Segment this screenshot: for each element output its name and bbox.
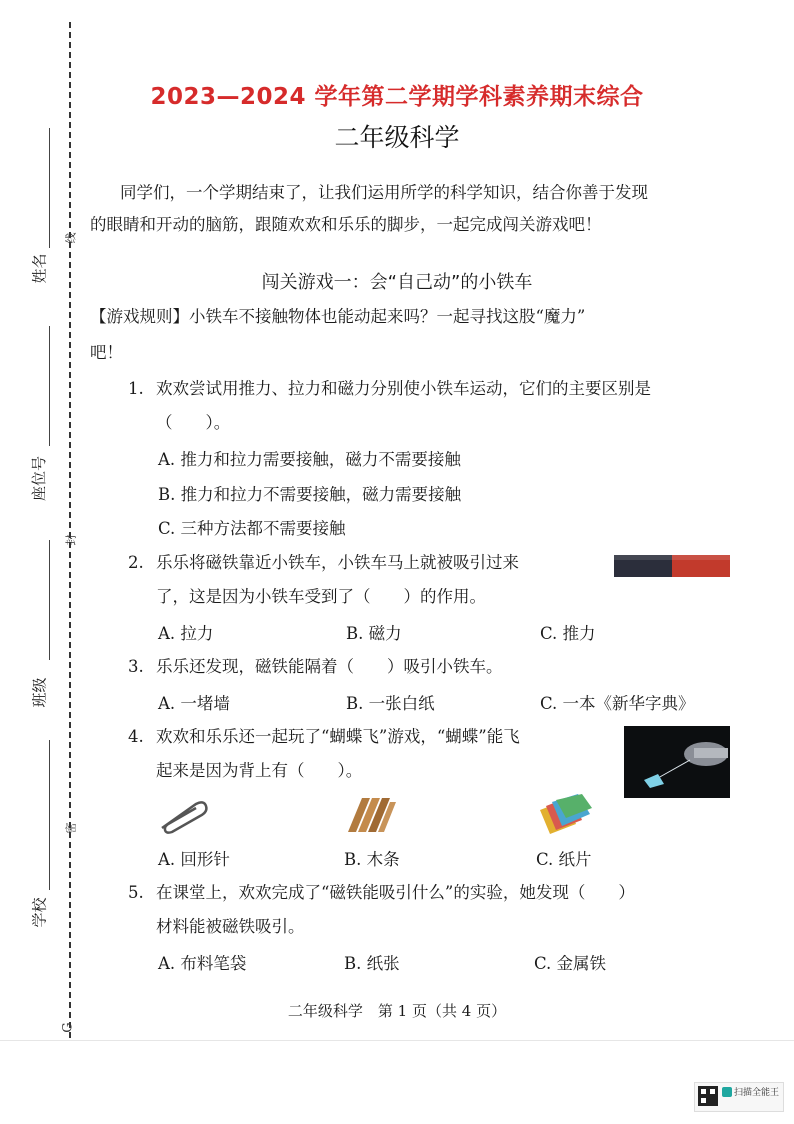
exam-subtitle: 二年级科学 bbox=[334, 123, 460, 152]
class-underline bbox=[49, 540, 50, 660]
q3-option-a[interactable]: A. 一堵墙 bbox=[158, 694, 230, 713]
q3-text-line-1: 乐乐还发现，磁铁能隔着（ ）吸引小铁车。 bbox=[156, 657, 503, 676]
section-title: 闯关游戏一：会“自己动”的小铁车 bbox=[261, 272, 533, 293]
scanner-watermark bbox=[694, 1082, 784, 1112]
q1-number: 1. bbox=[128, 379, 144, 398]
q3-number: 3. bbox=[128, 657, 144, 676]
q3-option-c[interactable]: C. 一本《新华字典》 bbox=[540, 694, 695, 713]
q1-option-a[interactable]: A. 推力和拉力需要接触，磁力不需要接触 bbox=[158, 450, 461, 469]
q5-option-b[interactable]: B. 纸张 bbox=[344, 954, 400, 973]
camscanner-logo-icon bbox=[722, 1087, 732, 1097]
seat-label: 座位号 bbox=[30, 455, 49, 502]
q4-number: 4. bbox=[128, 727, 144, 746]
school-underline bbox=[49, 740, 50, 890]
bar-magnet-image bbox=[612, 552, 732, 580]
rules-line-1: 【游戏规则】小铁车不接触物体也能动起来吗？一起寻找这股“魔力” bbox=[90, 307, 586, 326]
q2-text-line-1: 乐乐将磁铁靠近小铁车，小铁车马上就被吸引过来 bbox=[156, 553, 519, 572]
q1-text-line-2: （ ）。 bbox=[156, 413, 231, 432]
intro-line-1: 同学们，一个学期结束了，让我们运用所学的科学知识，结合你善于发现 bbox=[120, 183, 648, 202]
q5-option-c[interactable]: C. 金属铁 bbox=[534, 954, 607, 973]
paper-pieces-image bbox=[536, 792, 594, 838]
binding-mark-mi: 密 bbox=[64, 822, 78, 834]
scanner-label: 扫描全能王 bbox=[734, 1088, 780, 1098]
intro-line-2: 的眼睛和开动的脑筋，跟随欢欢和乐乐的脚步，一起完成闯关游戏吧！ bbox=[90, 215, 602, 234]
wood-strips-image bbox=[342, 792, 398, 838]
page-footer: 二年级科学 第 1 页（共 4 页） bbox=[287, 1002, 507, 1020]
binding-dashed-line bbox=[69, 22, 71, 1038]
binding-mark-g: G bbox=[60, 1022, 76, 1033]
name-label: 姓名 bbox=[30, 253, 49, 284]
q2-option-c[interactable]: C. 推力 bbox=[540, 624, 596, 643]
q2-option-a[interactable]: A. 拉力 bbox=[158, 624, 214, 643]
exam-title: 2023—2024 学年第二学期学科素养期末综合 bbox=[150, 84, 644, 110]
qr-code-icon bbox=[698, 1086, 718, 1106]
q2-number: 2. bbox=[128, 553, 144, 572]
paperclip-image bbox=[156, 796, 212, 836]
binding-mark-feng: 封 bbox=[64, 534, 78, 546]
q1-option-b[interactable]: B. 推力和拉力不需要接触，磁力需要接触 bbox=[158, 485, 462, 504]
q1-option-c[interactable]: C. 三种方法都不需要接触 bbox=[158, 519, 346, 538]
rules-line-2: 吧！ bbox=[90, 343, 123, 362]
q5-option-a[interactable]: A. 布料笔袋 bbox=[158, 954, 247, 973]
q2-text-line-2: 了，这是因为小铁车受到了（ ）的作用。 bbox=[156, 587, 486, 606]
binding-mark-xian: 线 bbox=[64, 232, 78, 244]
butterfly-game-image bbox=[624, 726, 730, 798]
q4-text-line-1: 欢欢和乐乐还一起玩了“蝴蝶飞”游戏，“蝴蝶”能飞 bbox=[156, 727, 520, 746]
q2-option-b[interactable]: B. 磁力 bbox=[346, 624, 402, 643]
q3-option-b[interactable]: B. 一张白纸 bbox=[346, 694, 435, 713]
school-label: 学校 bbox=[30, 897, 49, 928]
q4-option-a[interactable]: A. 回形针 bbox=[158, 850, 230, 869]
q4-option-c[interactable]: C. 纸片 bbox=[536, 850, 592, 869]
page-bottom-divider bbox=[0, 1040, 794, 1041]
q4-text-line-2: 起来是因为背上有（ ）。 bbox=[156, 761, 363, 780]
q1-text-line-1: 欢欢尝试用推力、拉力和磁力分别使小铁车运动，它们的主要区别是 bbox=[156, 379, 651, 398]
q4-option-b[interactable]: B. 木条 bbox=[344, 850, 400, 869]
seat-underline bbox=[49, 326, 50, 446]
q5-text-line-1: 在课堂上，欢欢完成了“磁铁能吸引什么”的实验，她发现（ ） bbox=[156, 883, 635, 902]
q5-text-line-2: 材料能被磁铁吸引。 bbox=[156, 917, 305, 936]
q5-number: 5. bbox=[128, 883, 144, 902]
class-label: 班级 bbox=[30, 677, 49, 708]
